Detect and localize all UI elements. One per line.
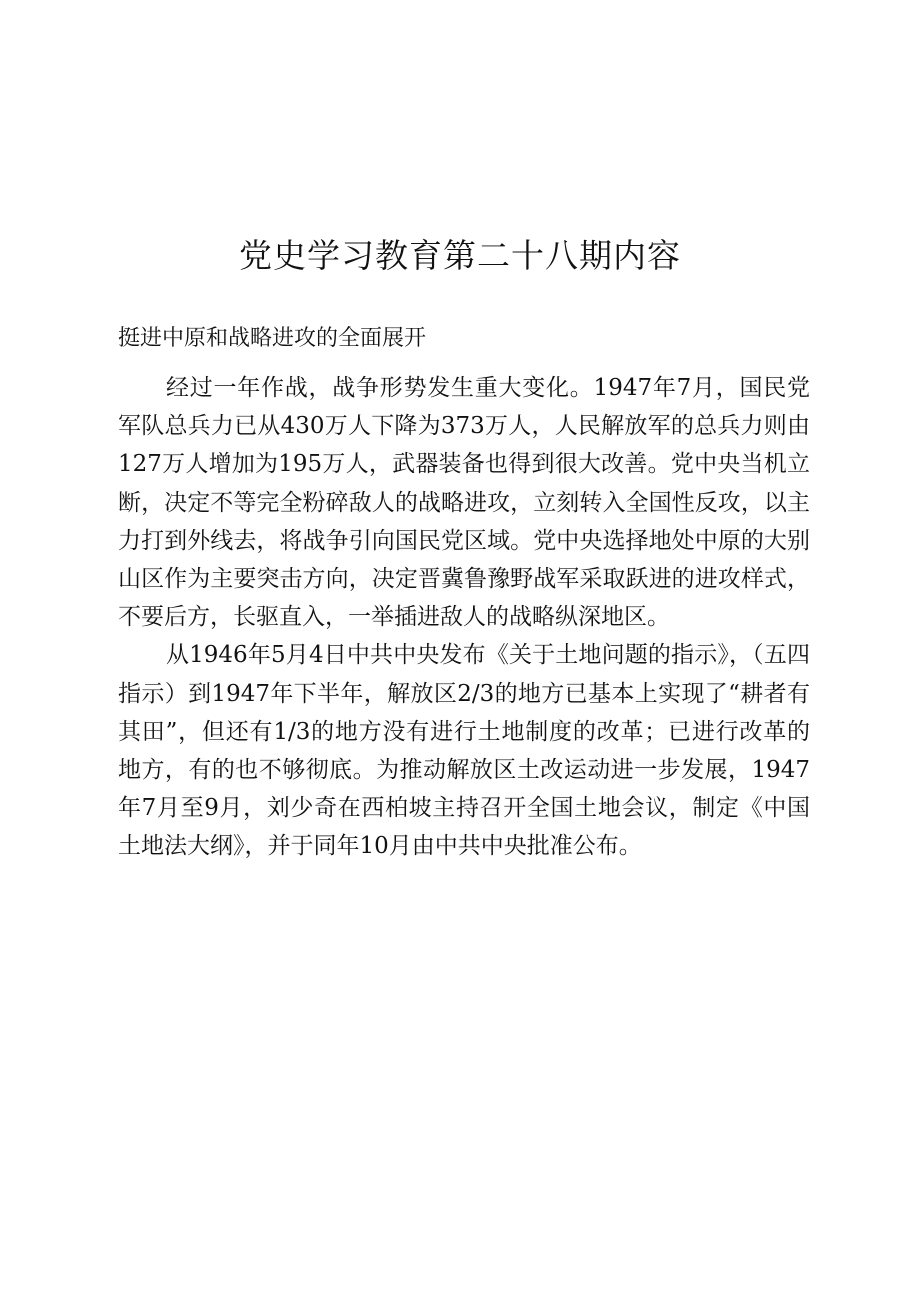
paragraph: 经过一年作战，战争形势发生重大变化。1947年7月，国民党军队总兵力已从430万人下降为373万人，人民解放军的总兵力则由127万人增加为195万人，武器装备也得到很大改善。党中央当机立断，决定不等完全粉碎敌人的战略进攻，立刻转入全国性反攻，以主力打到外线去，将战争引向国民党区域。党中央选择地处中原的大别山区作为主要突击方向，决定晋冀鲁豫野战军采取跃进的进攻样式，不要后方，长驱直入，一举插进敌人的战略纵深地区。 <box>118 375 810 631</box>
paragraph: 从1946年5月4日中共中央发布《关于土地问题的指示》，（五四指示）到1947年下半年，解放区2/3的地方已基本上实现了“耕者有其田”，但还有1/3的地方没有进行土地制度的改革；已进行改革的地方，有的也不够彻底。为推动解放区土改运动进一步发展，1947年7月至9月，刘少奇在西柏坡主持召开全国土地会议，制定《中国土地法大纲》，并于同年10月由中共中央批准公布。 <box>118 642 810 860</box>
section-heading: 挺进中原和战略进攻的全面展开 <box>118 326 427 351</box>
document-title: 党史学习教育第二十八期内容 <box>239 236 681 275</box>
document-body <box>118 321 810 866</box>
